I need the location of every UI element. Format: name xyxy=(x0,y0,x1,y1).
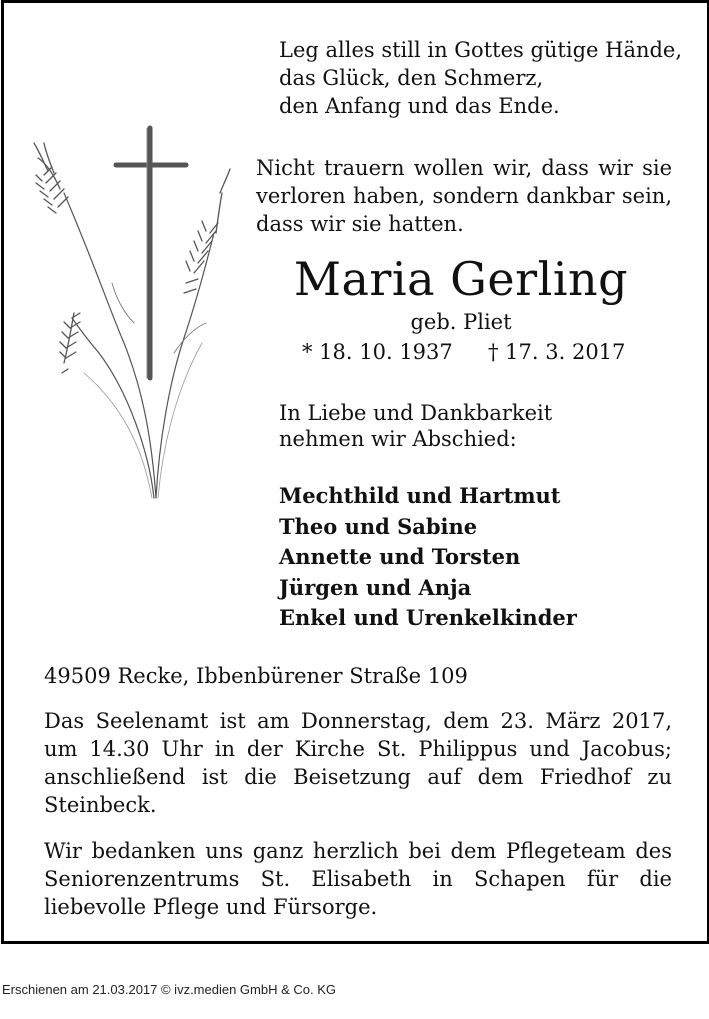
quote: Nicht trauern wollen wir, dass wir sie verloren haben, sondern dankbar sein, dass wir sie hatten. xyxy=(256,156,672,236)
family-list xyxy=(279,481,577,634)
family-member: Enkel und Urenkelkinder xyxy=(279,605,577,630)
farewell-line: nehmen wir Abschied: xyxy=(279,427,517,451)
poem-line: das Glück, den Schmerz, xyxy=(279,66,544,90)
service-info: Das Seelenamt ist am Donnerstag, dem 23. März 2017, um 14.30 Uhr in der Kirche St. Philippus und Jacobus; anschließend ist die Beisetzung auf dem Friedhof zu Steinbeck. xyxy=(44,709,672,817)
publication-footer: Erschienen am 21.03.2017 © ivz.medien GmbH & Co. KG xyxy=(2,982,337,997)
family-member: Theo und Sabine xyxy=(279,513,478,539)
birth-date: * 18. 10. 1937 xyxy=(302,340,453,364)
poem-line: Leg alles still in Gottes gütige Hände, xyxy=(279,38,683,62)
cross-with-wheat-icon xyxy=(24,123,244,513)
family-member: Mechthild und Hartmut xyxy=(279,483,561,508)
poem-line: den Anfang und das Ende. xyxy=(279,94,560,118)
farewell-text xyxy=(279,400,552,452)
farewell-line: In Liebe und Dankbarkeit xyxy=(279,401,553,425)
maiden-name: geb. Pliet xyxy=(410,310,512,334)
gratitude-note: Wir bedanken uns ganz herzlich bei dem Pflegeteam des Seniorenzentrums St. Elisabeth in Schapen für die liebevolle Pflege und Fürsorge. xyxy=(44,839,672,919)
deceased-name: Maria Gerling xyxy=(293,252,629,306)
death-date: † 17. 3. 2017 xyxy=(488,340,626,364)
address: 49509 Recke, Ibbenbürener Straße 109 xyxy=(44,664,468,688)
family-member: Annette und Torsten xyxy=(279,544,521,569)
obituary-frame xyxy=(1,0,709,944)
poem xyxy=(279,36,682,120)
family-member: Jürgen und Anja xyxy=(279,574,472,600)
